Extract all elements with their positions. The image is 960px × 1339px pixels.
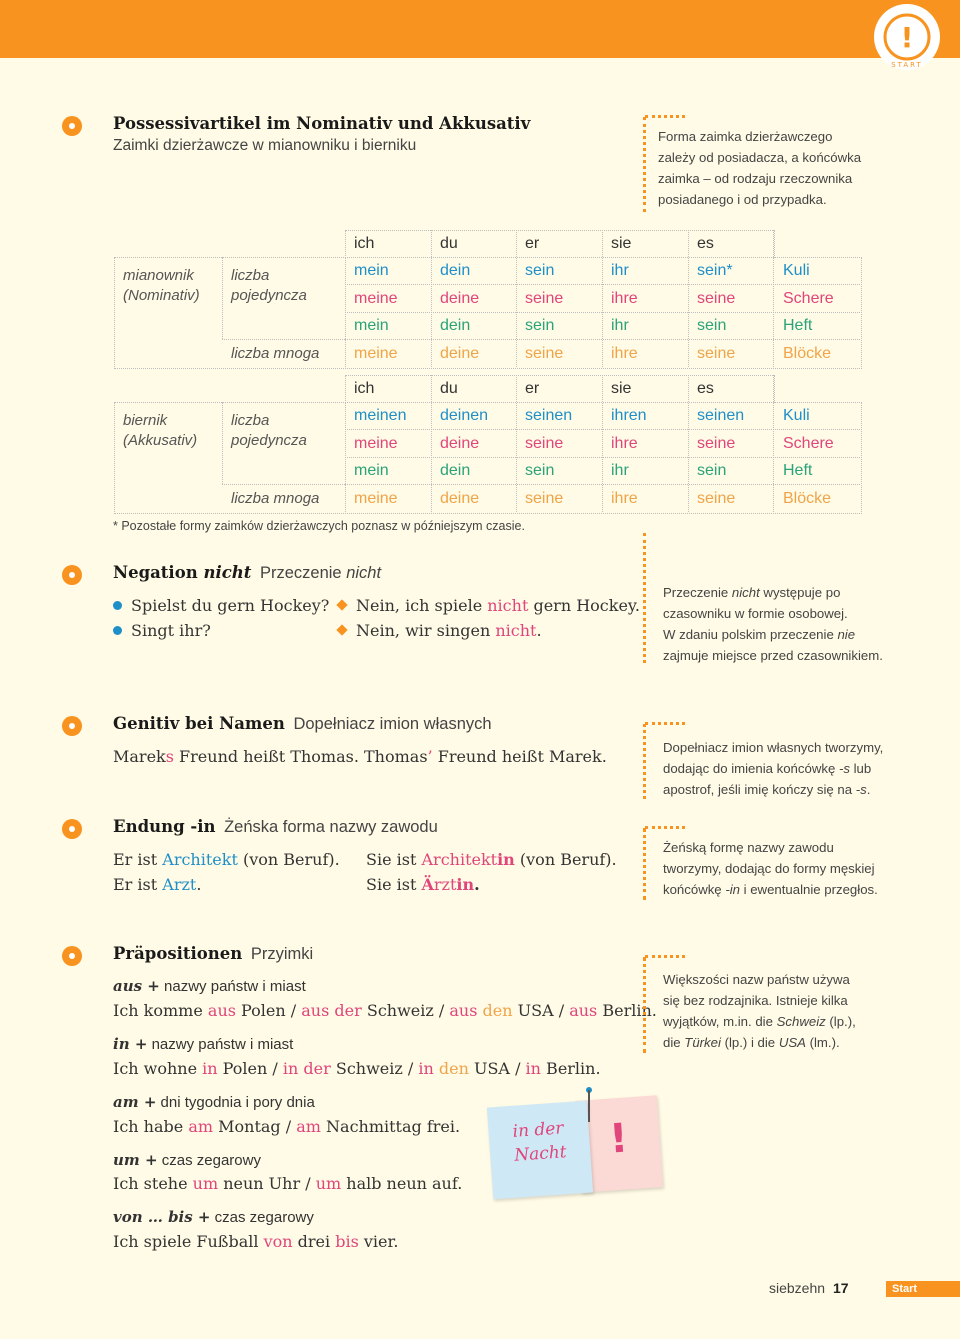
question-2: Singt ihr?	[113, 621, 211, 640]
section-bullet	[62, 116, 82, 136]
possessive-form: meine	[354, 344, 398, 362]
possessive-form: meine	[354, 434, 398, 452]
possessive-form: dein	[440, 262, 471, 279]
question-1: Spielst du gern Hockey?	[113, 596, 329, 615]
von-bis-rule: von … bis + czas zegarowy	[113, 1208, 314, 1226]
noun-cell: Kuli	[783, 262, 810, 279]
table-gridline	[345, 339, 860, 340]
pronoun-header: er	[525, 235, 540, 252]
table-gridline	[516, 230, 517, 367]
aus-example: Ich komme aus Polen / aus der Schweiz / aus den USA / aus Berlin.	[113, 1001, 657, 1020]
number-label: liczba mnoga	[231, 490, 320, 507]
am-example: Ich habe am Montag / am Nachmittag frei.	[113, 1117, 461, 1136]
aus-rule: aus + nazwy państw i miast	[113, 977, 306, 995]
s4-title: Endung -in Żeńska forma nazwy zawodu	[113, 817, 438, 836]
noun-cell: Heft	[783, 317, 813, 334]
table-gridline	[345, 457, 860, 458]
note-divider	[643, 724, 649, 799]
possessive-form: mein	[354, 262, 389, 279]
table-gridline	[345, 429, 860, 430]
possessive-form: sein	[525, 262, 555, 279]
table-gridline	[516, 375, 517, 512]
table-gridline	[222, 339, 345, 340]
header-box	[345, 230, 775, 258]
pronoun-header: er	[525, 380, 540, 397]
note-divider	[645, 115, 685, 121]
brand-label: Start	[886, 1281, 960, 1297]
table-gridline	[602, 230, 603, 367]
possessive-form: meinen	[354, 407, 407, 424]
possessive-form: seine	[697, 344, 736, 362]
noun-cell: Blöcke	[783, 344, 832, 362]
possessive-form: seinen	[697, 407, 745, 424]
table-gridline	[222, 257, 223, 339]
possessive-form: dein	[440, 317, 471, 334]
possessive-form: ihr	[611, 317, 629, 334]
pronoun-header: sie	[611, 380, 632, 397]
exclamation-icon: !	[607, 1115, 630, 1163]
number-label: liczba	[231, 267, 270, 284]
note-divider	[643, 957, 649, 1053]
possessive-form: deine	[440, 289, 480, 307]
note-divider	[645, 955, 685, 961]
possessive-form: sein	[525, 462, 555, 479]
s3-note: Dopełniacz imion własnych tworzymy, dodając do imienia końcówkę -s lub apostrof, jeśli imię kończy się na -s.	[663, 740, 884, 797]
top-bar	[0, 0, 960, 58]
table-gridline	[345, 284, 860, 285]
possessive-form: seine	[525, 489, 564, 507]
noun-cell: Schere	[783, 434, 834, 452]
sticky-note-blue	[487, 1101, 593, 1200]
bullet-dot-icon	[113, 626, 122, 635]
possessive-form: seinen	[525, 407, 573, 424]
pronoun-header: sie	[611, 235, 632, 252]
s1-note: Forma zaimka dzierżawczego zależy od posiadacza, a końcówka zaimka – od rodzaju rzeczownika posiadanego i od przypadka.	[658, 129, 862, 207]
note-divider	[645, 722, 685, 728]
section-bullet	[62, 946, 82, 966]
pronoun-header: ich	[354, 235, 375, 252]
sticky-text: in der	[511, 1118, 565, 1142]
table-gridline	[345, 312, 860, 313]
possessive-form: ihre	[611, 489, 638, 507]
table-gridline	[773, 230, 774, 367]
possessive-form: sein	[525, 317, 555, 334]
profession-f-1: Sie ist Architektin (von Beruf).	[366, 850, 617, 869]
s1-title: Possessivartikel im Nominativ und Akkusativ	[113, 114, 531, 133]
s1-subtitle: Zaimki dzierżawcze w mianowniku i bierniku	[113, 137, 417, 154]
um-rule: um + czas zegarowy	[113, 1151, 261, 1169]
possessive-form: sein	[697, 462, 727, 479]
pin-icon	[588, 1090, 590, 1122]
case-label: (Nominativ)	[123, 287, 200, 304]
table-gridline	[431, 230, 432, 367]
possessive-form: sein	[697, 317, 727, 334]
pronoun-header: es	[697, 380, 714, 397]
pronoun-header: es	[697, 235, 714, 252]
possessive-form: deine	[440, 489, 480, 507]
pronoun-header: du	[440, 235, 458, 252]
number-label: pojedyncza	[231, 432, 307, 449]
case-label: biernik	[123, 412, 168, 429]
in-example: Ich wohne in Polen / in der Schweiz / in den USA / in Berlin.	[113, 1059, 601, 1078]
table-gridline	[688, 230, 689, 367]
possessive-form: seine	[525, 289, 564, 307]
profession-m-1: Er ist Architekt (von Beruf).	[113, 850, 340, 869]
number-label: pojedyncza	[231, 287, 307, 304]
answer-2: Nein, wir singen nicht.	[338, 621, 542, 640]
s2-title: Negation nicht Przeczenie nicht	[113, 563, 382, 582]
possessive-form: mein	[354, 317, 389, 334]
case-label: (Akkusativ)	[123, 432, 198, 449]
note-divider	[643, 533, 649, 663]
header-box	[345, 375, 775, 403]
profession-f-2: Sie ist Ärztin.	[366, 875, 480, 894]
section-bullet	[62, 716, 82, 736]
table-gridline	[345, 484, 860, 485]
possessive-form: ihre	[611, 344, 638, 362]
pronoun-header: du	[440, 380, 458, 397]
table-gridline	[688, 375, 689, 512]
start-badge-icon	[866, 2, 948, 84]
profession-m-2: Er ist Arzt.	[113, 875, 202, 894]
possessive-form: seine	[697, 289, 736, 307]
noun-cell: Kuli	[783, 407, 810, 424]
table-gridline	[602, 375, 603, 512]
answer-1: Nein, ich spiele nicht gern Hockey.	[338, 596, 640, 615]
pronoun-header: ich	[354, 380, 375, 397]
table-gridline	[222, 484, 345, 485]
number-label: liczba	[231, 412, 270, 429]
s4-note: Żeńską formę nazwy zawodu tworzymy, dodając do formy męskiej końcówkę -in i ewentualnie przegłos.	[663, 840, 878, 897]
possessive-form: sein*	[697, 262, 733, 279]
noun-cell: Blöcke	[783, 489, 832, 507]
table-gridline	[222, 402, 223, 484]
table-gridline	[773, 375, 774, 512]
possessive-form: seine	[697, 489, 736, 507]
possessive-form: ihren	[611, 407, 647, 424]
case-label: mianownik	[123, 267, 194, 284]
badge-mark: !	[900, 21, 914, 54]
number-label: liczba mnoga	[231, 345, 320, 362]
possessive-form: ihr	[611, 262, 629, 279]
in-rule: in + nazwy państw i miast	[113, 1035, 294, 1053]
possessive-form: ihre	[611, 289, 638, 307]
table-gridline	[431, 375, 432, 512]
sticky-text: Nacht	[513, 1142, 568, 1166]
page-word: siebzehn	[769, 1280, 826, 1296]
possessive-form: mein	[354, 462, 389, 479]
possessive-form: meine	[354, 289, 398, 307]
possessive-form: seine	[525, 344, 564, 362]
genitive-example: Mareks Freund heißt Thomas. Thomas’ Freund heißt Marek.	[113, 747, 607, 766]
diamond-icon	[336, 624, 347, 635]
badge-text: START	[891, 61, 923, 69]
possessive-form: ihr	[611, 462, 629, 479]
section-bullet	[62, 819, 82, 839]
possessive-form: dein	[440, 462, 471, 479]
possessive-form: deine	[440, 344, 480, 362]
page-number: 17	[833, 1280, 849, 1296]
section-bullet	[62, 565, 82, 585]
case-box	[114, 257, 862, 369]
note-divider	[643, 828, 649, 900]
s5-title: Präpositionen Przyimki	[113, 944, 314, 963]
diamond-icon	[336, 599, 347, 610]
s5-note: Większości nazw państw używa się bez rodzajnika. Istnieje kilka wyjątków, m.in. die Schweiz (lp.), die Türkei (lp.) i die USA (lm.).	[663, 972, 856, 1050]
table-footnote: * Pozostałe formy zaimków dzierżawczych poznasz w późniejszym czasie.	[113, 519, 525, 533]
possessive-form: deine	[440, 434, 480, 452]
von-bis-example: Ich spiele Fußball von drei bis vier.	[113, 1232, 399, 1251]
um-example: Ich stehe um neun Uhr / um halb neun auf.	[113, 1174, 463, 1193]
note-divider	[645, 826, 685, 832]
bullet-dot-icon	[113, 601, 122, 610]
possessive-form: meine	[354, 489, 398, 507]
noun-cell: Heft	[783, 462, 813, 479]
s3-title: Genitiv bei Namen Dopełniacz imion własnych	[113, 714, 492, 733]
possessive-form: seine	[697, 434, 736, 452]
am-rule: am + dni tygodnia i pory dnia	[113, 1093, 315, 1111]
possessive-form: ihre	[611, 434, 638, 452]
possessive-form: deinen	[440, 407, 489, 424]
note-divider	[643, 117, 649, 212]
possessive-form: seine	[525, 434, 564, 452]
noun-cell: Schere	[783, 289, 834, 307]
s2-note: Przeczenie nicht występuje po czasowniku w formie osobowej. W zdaniu polskim przeczenie nie zajmuje miejsce przed czasownikiem.	[663, 585, 883, 663]
